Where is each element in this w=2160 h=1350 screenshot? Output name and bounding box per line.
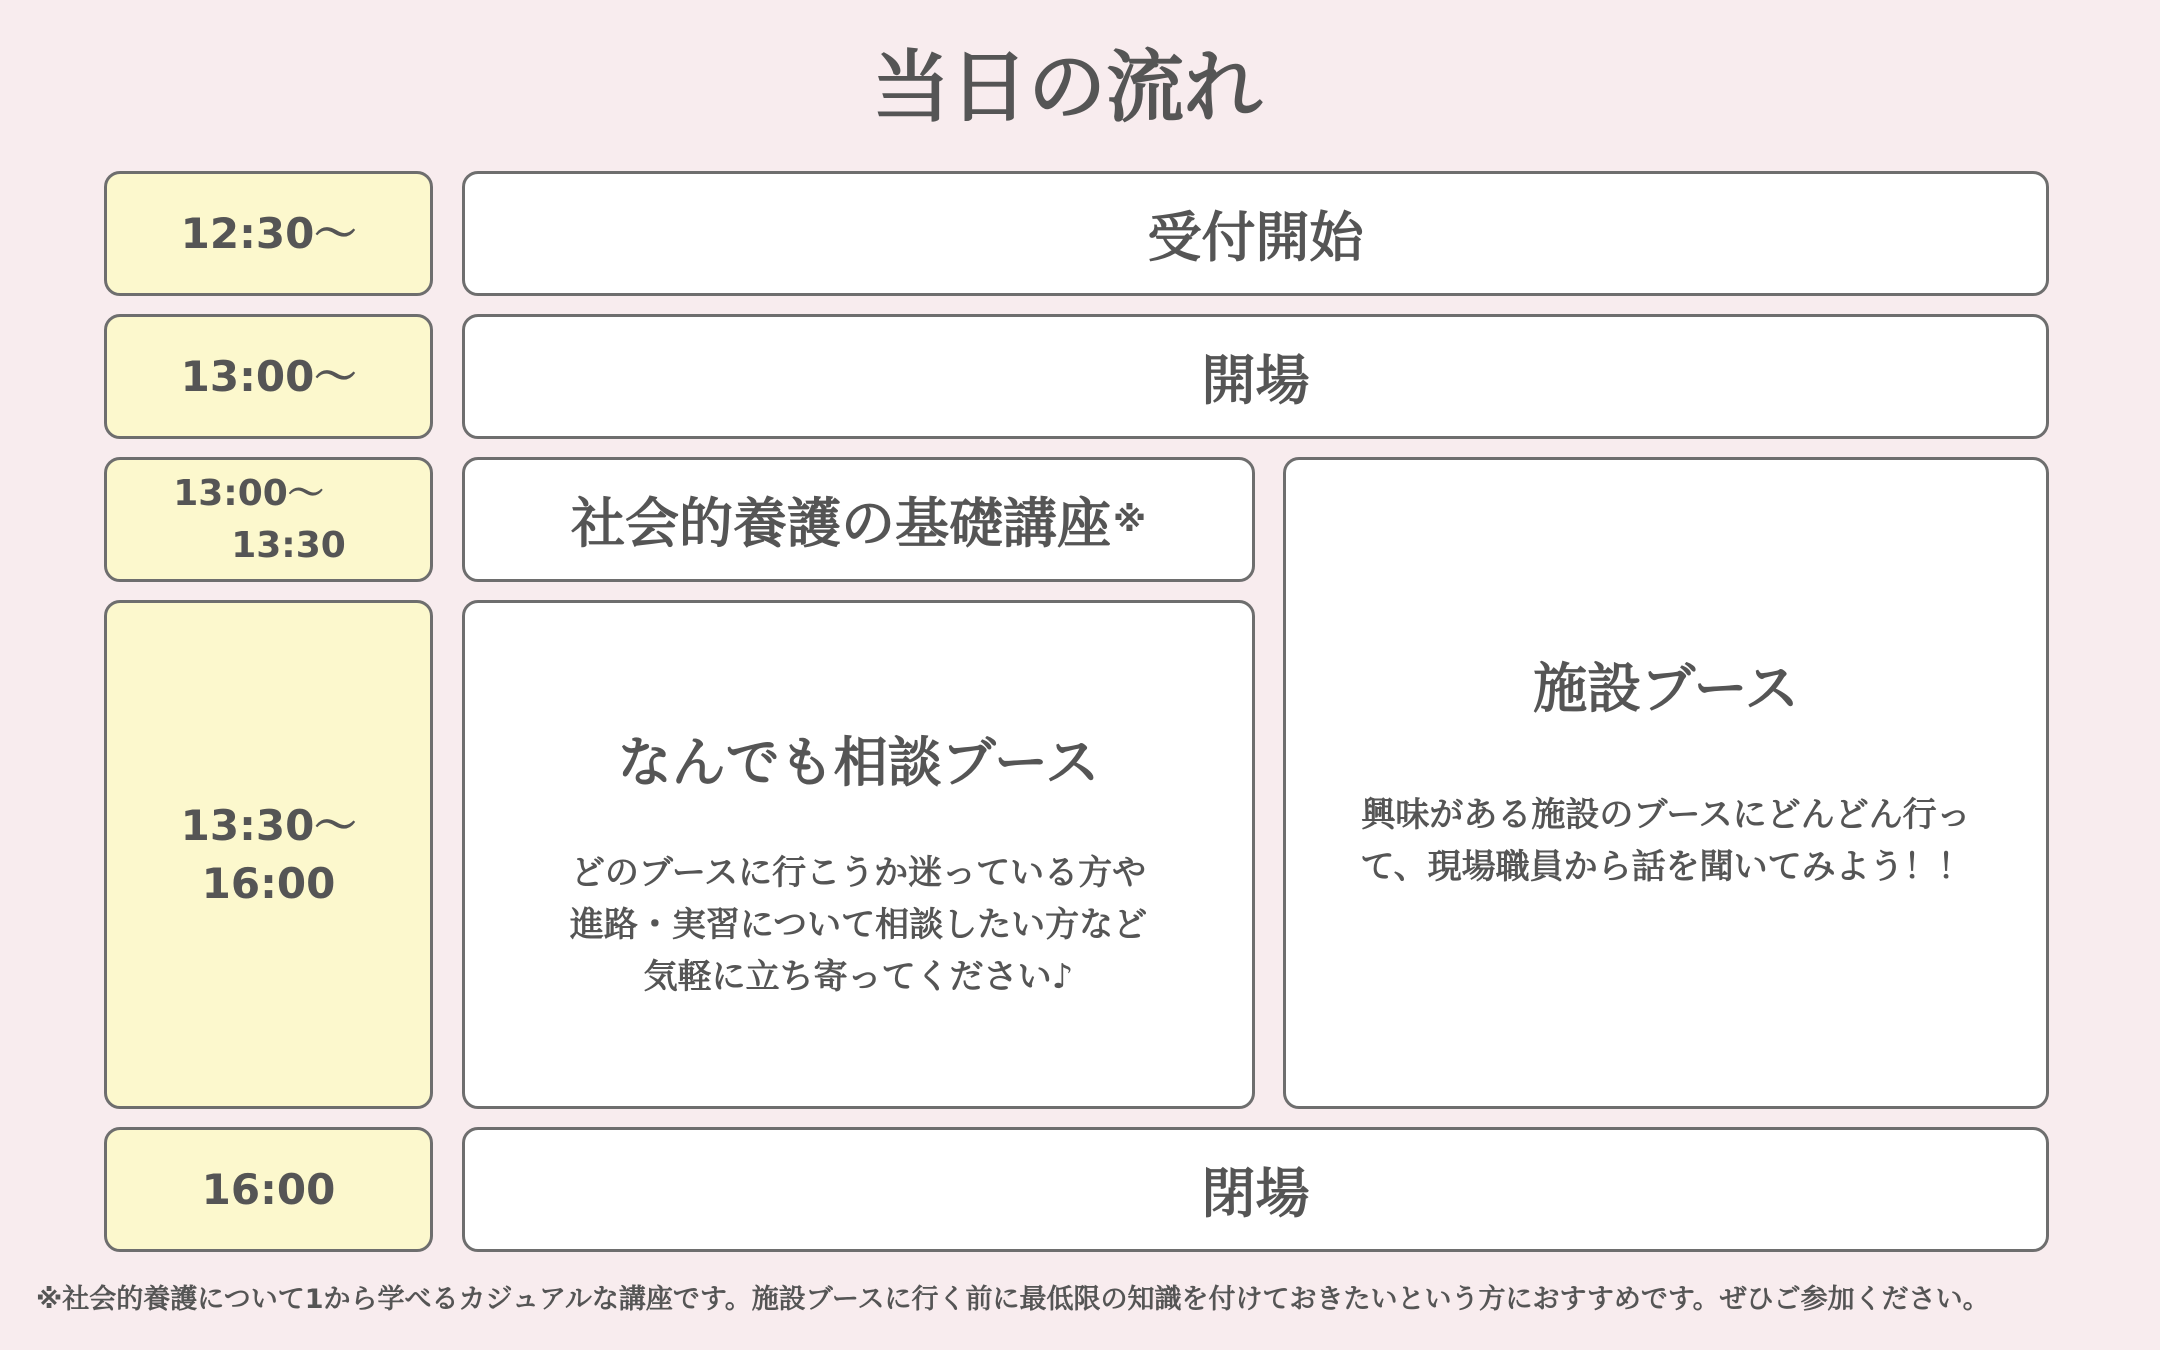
event-cell-lecture [462,457,1255,582]
page-title: 当日の流れ [871,43,1262,133]
consultation-booth-card [462,600,1255,1109]
time-cell-closing [104,1127,433,1252]
description-line: 興味がある施設のブースにどんどん行っ [1361,795,1971,835]
time-label: 12:30〜 [180,208,357,258]
time-cell-opening [104,314,433,439]
event-label: 閉場 [1201,1162,1310,1225]
description-line: 気軽に立ち寄ってください♪ [643,956,1074,997]
event-cell-closing [462,1127,2049,1252]
description-line: どのブースに行こうか迷っている方や [570,852,1147,893]
description-line: て、現場職員から話を聞いてみよう！！ [1360,847,1972,887]
event-label: 受付開始 [1147,206,1364,269]
time-cell-reception [104,171,433,296]
time-cell-booths [104,600,433,1109]
time-start: 13:30〜 [180,800,357,850]
event-cell-opening [462,314,2049,439]
event-cell-reception [462,171,2049,296]
booth-description [570,847,1147,1003]
time-cell-lecture [104,457,433,582]
time-label: 16:00 [201,1164,336,1214]
booth-title: 施設ブース [1533,657,1799,720]
facility-booth-card [1283,457,2049,1109]
time-label: 13:00〜 [180,351,357,401]
time-end: 16:00 [201,858,336,908]
booth-description [1360,789,1971,893]
description-line: 進路・実習について相談したい方など [569,904,1148,945]
note-mark: ※ [1112,499,1147,540]
footnote: ※社会的養護について1から学べるカジュアルな講座です。施設ブースに行く前に最低限の知識を付けておきたいという方におすすめです。ぜひご参加ください。 [36,1284,1990,1315]
time-start: 13:00〜 [173,472,324,514]
event-label: 社会的養護の基礎講座 [570,492,1111,555]
booth-title: なんでも相談ブース [617,730,1100,794]
event-label: 開場 [1201,349,1310,412]
time-end: 13:30 [231,524,346,566]
